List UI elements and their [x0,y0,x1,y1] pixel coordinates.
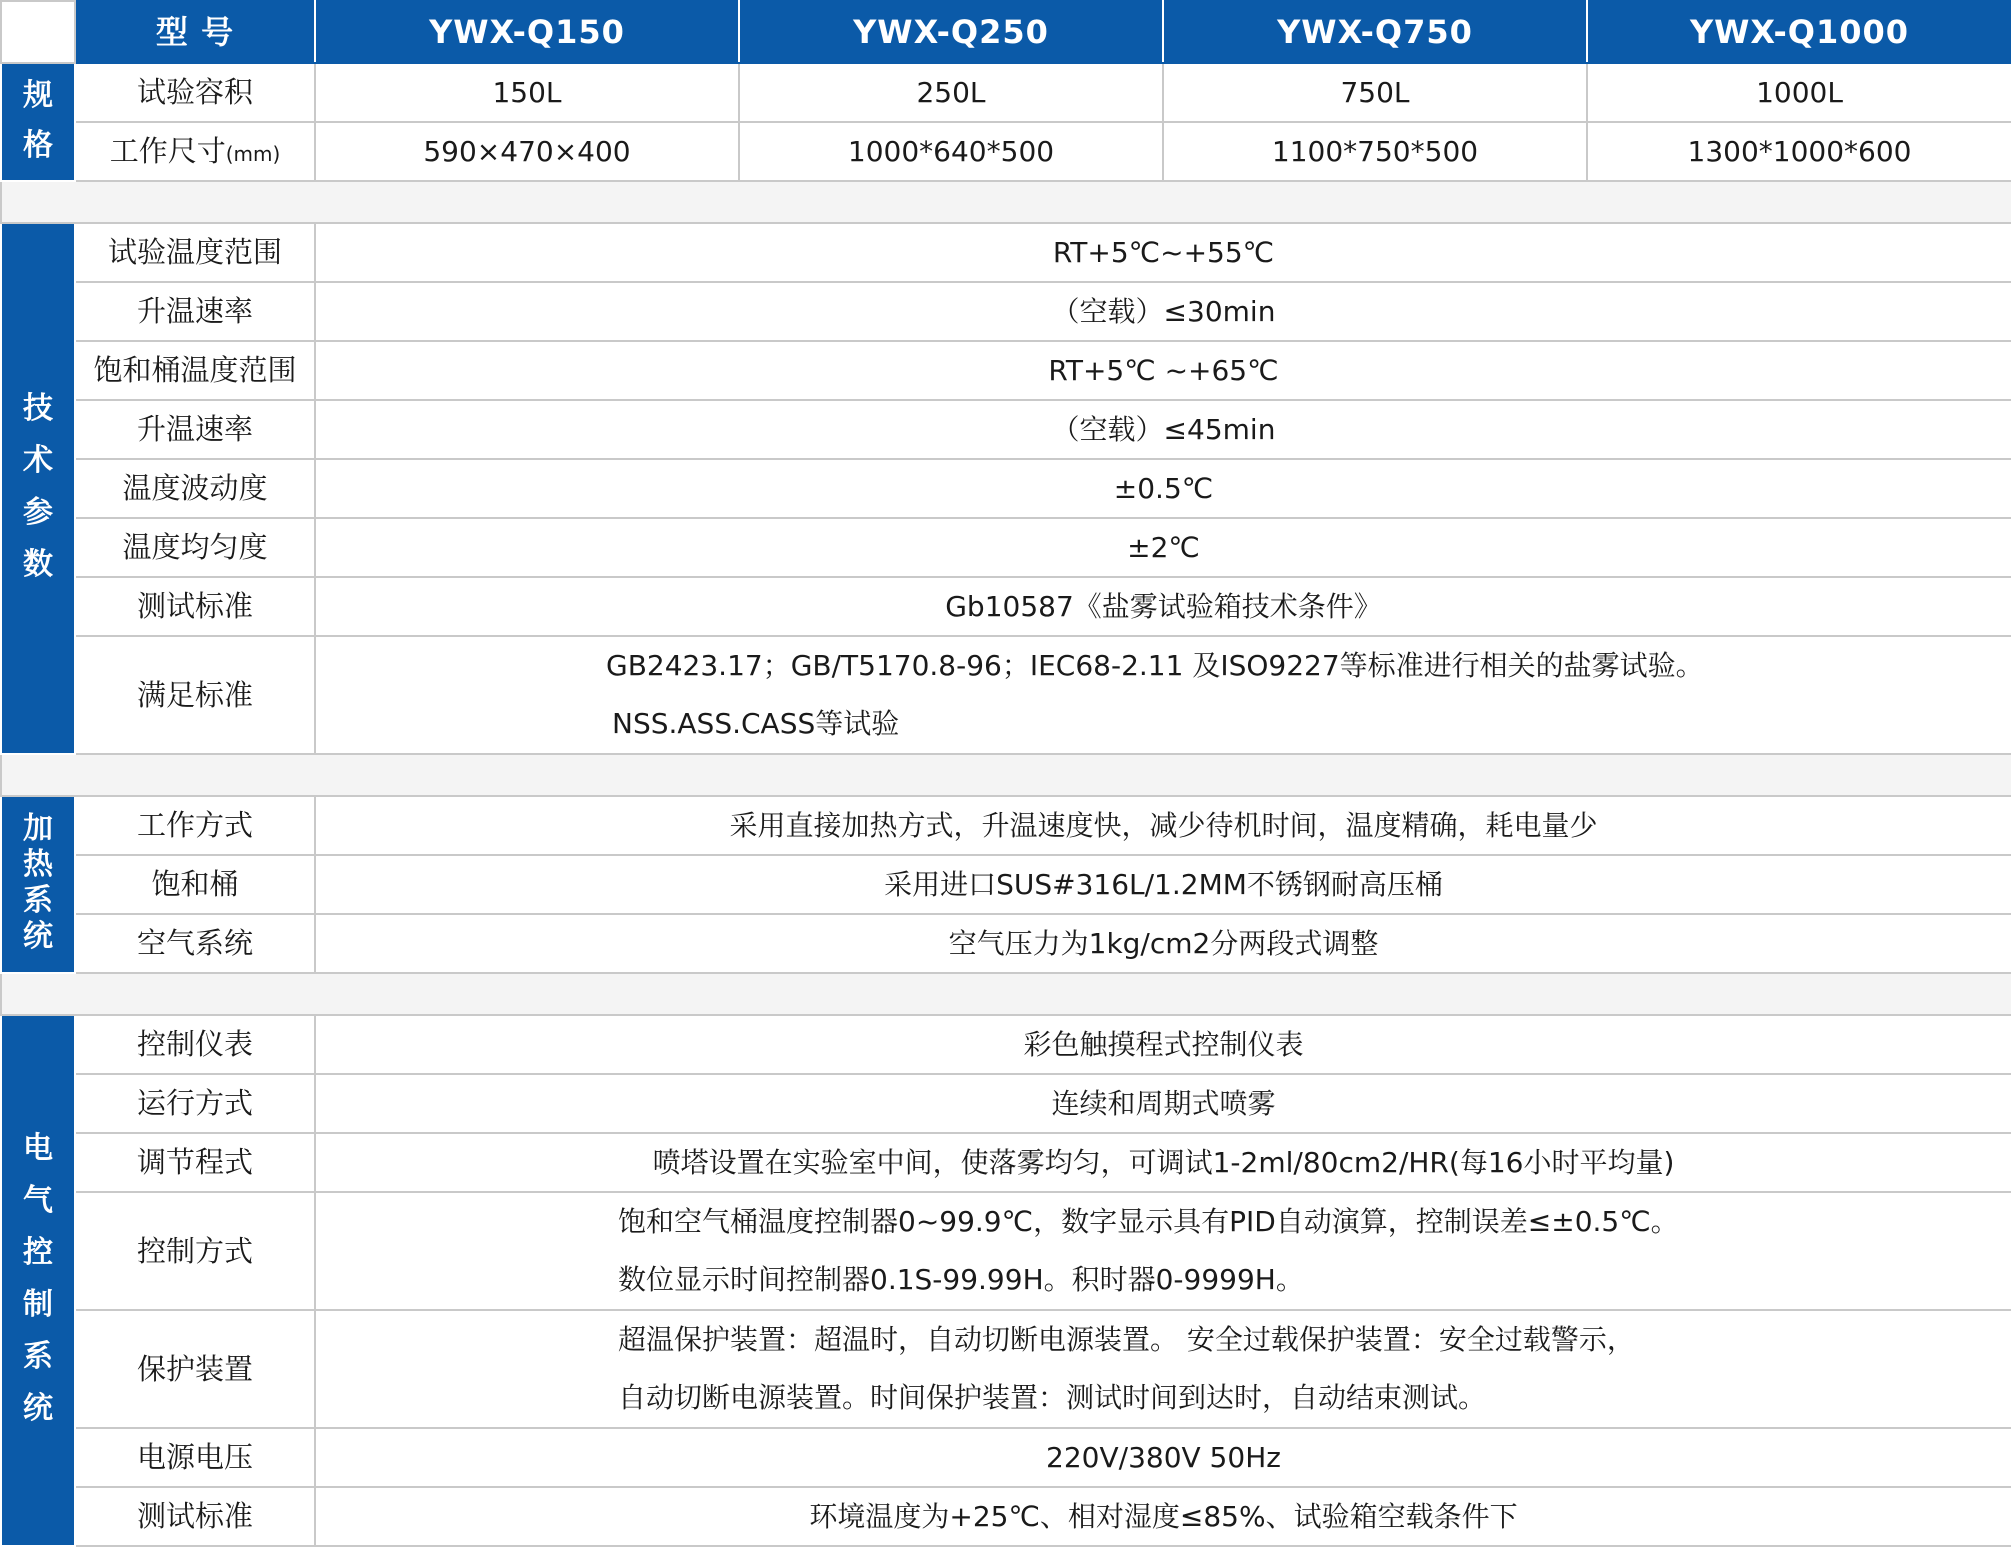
section-title-elec: 电 气 控 制 系 统 [1,1015,75,1546]
model-q150: YWX-Q150 [315,1,739,63]
row-label: 保护装置 [75,1310,315,1428]
row-label: 升温速率 [75,400,315,459]
row-label: 运行方式 [75,1074,315,1133]
row-label: 温度波动度 [75,459,315,518]
row-value: 喷塔设置在实验室中间，使落雾均匀，可调试1-2ml/80cm2/HR(每16小时平均量) [315,1133,2011,1192]
table-row [1,1428,2011,1487]
model-label: 型 号 [75,1,315,63]
row-value: 采用直接加热方式，升温速度快，减少待机时间，温度精确，耗电量少 [315,796,2011,855]
value-line: 超温保护装置：超温时，自动切断电源装置。 安全过载保护装置：安全过载警示， [618,1323,1635,1357]
table-row [1,282,2011,341]
table-row [1,400,2011,459]
row-value: （空载）≤45min [315,400,2011,459]
section-gap [1,754,2011,796]
table-row [1,1015,2011,1074]
table-row [1,459,2011,518]
row-value: ±2℃ [315,518,2011,577]
section-gap [1,973,2011,1015]
table-row [1,122,2011,181]
model-q750: YWX-Q750 [1163,1,1587,63]
row-value: 采用进口SUS#316L/1.2MM不锈钢耐高压桶 [315,855,2011,914]
table-row [1,223,2011,282]
row-label: 空气系统 [75,914,315,973]
row-value [315,636,2011,754]
row-value: 220V/380V 50Hz [315,1428,2011,1487]
row-label: 测试标准 [75,577,315,636]
capacity-q150: 150L [315,63,739,122]
size-q150: 590×470×400 [315,122,739,181]
unit-label: (mm) [225,142,281,167]
value-line: GB2423.17；GB/T5170.8-96；IEC68-2.11 及ISO9227等标准进行相关的盐雾试验。 [606,649,1704,683]
value-line: 饱和空气桶温度控制器0~99.9℃，数字显示具有PID自动演算，控制误差≤±0.5℃。 [618,1205,1679,1239]
size-q750: 1100*750*500 [1163,122,1587,181]
row-label: 工作方式 [75,796,315,855]
capacity-q750: 750L [1163,63,1587,122]
corner-cell [1,1,75,63]
row-value: RT+5℃ ~+65℃ [315,341,2011,400]
row-value: 彩色触摸程式控制仪表 [315,1015,2011,1074]
capacity-q1000: 1000L [1587,63,2011,122]
table-row [1,1487,2011,1546]
row-value: Gb10587《盐雾试验箱技术条件》 [315,577,2011,636]
row-label: 控制仪表 [75,1015,315,1074]
capacity-q250: 250L [739,63,1163,122]
table-row [1,796,2011,855]
size-q250: 1000*640*500 [739,122,1163,181]
section-title-tech: 技 术 参 数 [1,223,75,754]
table-row [1,577,2011,636]
table-row [1,1310,2011,1428]
row-value [315,1310,2011,1428]
row-label: 控制方式 [75,1192,315,1310]
row-value: 环境温度为+25℃、相对湿度≤85%、试验箱空载条件下 [315,1487,2011,1546]
row-label: 升温速率 [75,282,315,341]
row-value: ±0.5℃ [315,459,2011,518]
row-label: 温度均匀度 [75,518,315,577]
row-label: 试验容积 [75,63,315,122]
value-line: NSS.ASS.CASS等试验 [612,707,900,740]
section-gap [1,181,2011,223]
value-line: 自动切断电源装置。时间保护装置：测试时间到达时，自动结束测试。 [618,1381,1487,1414]
size-q1000: 1300*1000*600 [1587,122,2011,181]
section-title-spec: 规 格 [1,63,75,181]
row-label: 测试标准 [75,1487,315,1546]
row-value: 连续和周期式喷雾 [315,1074,2011,1133]
table-row [1,341,2011,400]
row-label: 电源电压 [75,1428,315,1487]
row-label: 满足标准 [75,636,315,754]
section-title-heat: 加 热 系 统 [1,796,75,973]
row-label: 工作尺寸(mm) [75,122,315,181]
row-label: 试验温度范围 [75,223,315,282]
table-row [1,1133,2011,1192]
row-value: 空气压力为1kg/cm2分两段式调整 [315,914,2011,973]
table-row [1,63,2011,122]
row-value: RT+5℃~+55℃ [315,223,2011,282]
table-row [1,518,2011,577]
table-row [1,1074,2011,1133]
row-value [315,1192,2011,1310]
row-label: 饱和桶 [75,855,315,914]
row-label: 调节程式 [75,1133,315,1192]
model-q250: YWX-Q250 [739,1,1163,63]
value-line: 数位显示时间控制器0.1S-99.99H。积时器0-9999H。 [618,1263,1304,1296]
table-row [1,914,2011,973]
table-row [1,1192,2011,1310]
table-row [1,636,2011,754]
row-label: 饱和桶温度范围 [75,341,315,400]
table-row [1,855,2011,914]
header-row [1,1,2011,63]
model-q1000: YWX-Q1000 [1587,1,2011,63]
row-value: （空载）≤30min [315,282,2011,341]
